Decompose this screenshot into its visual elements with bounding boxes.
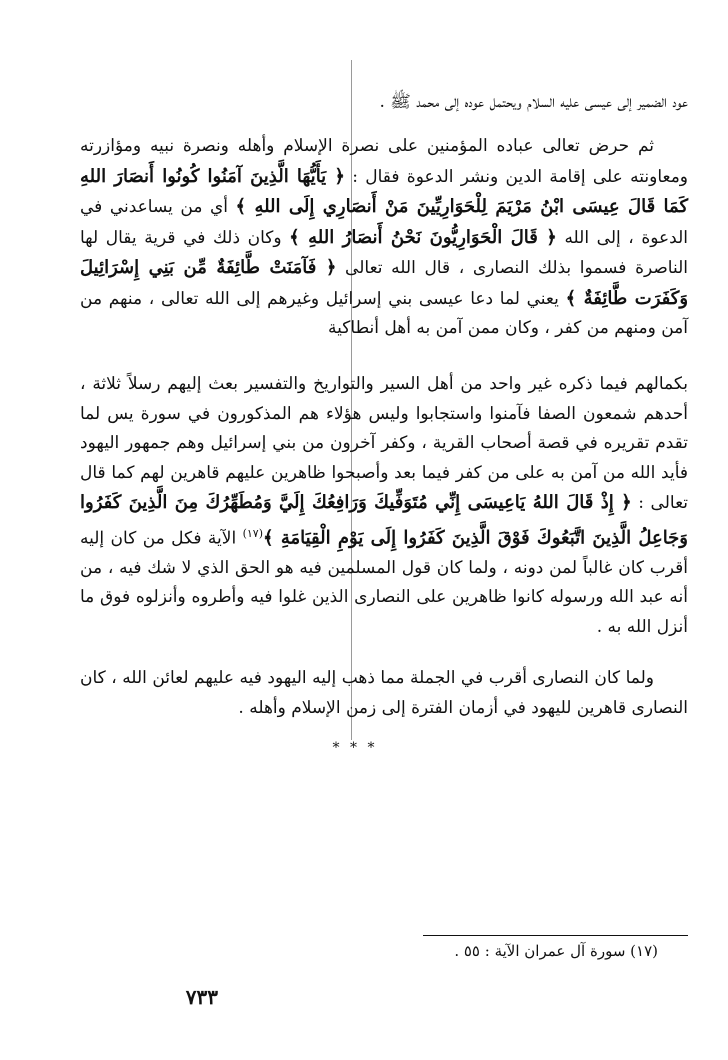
footnote-text: (١٧) سورة آل عمران الآية : ٥٥ . <box>454 942 658 960</box>
paragraph-3-part-b: الآية فكل من كان إليه أقرب كان غالباً لمن دونه ، ولما كان قول المسلمين فيه هو الحق الذي لا شك فيه ، من أنه عبد الله ورسوله كانوا ظاهرين على النصارى الذين غلوا فيه وأطروه وأنزلوه فوق ما أنزل الله به . <box>80 528 688 637</box>
quran-verse-3: ﴿ فَآمَنَتْ طَّائِفَةٌ مِّن بَنِي إِسْرَائِيلَ وَكَفَرَت طَّائِفَةٌ ﴾ <box>80 257 689 309</box>
paragraph-2-text <box>80 132 688 344</box>
paragraph-2-part-a: ثم حرض تعالى عباده المؤمنين على نصرة الإسلام وأهله ونصرة نبيه ومؤازرته ومعاونته على إقامة الدين ونشر الدعوة فقال : <box>80 136 689 187</box>
paragraph-2-part-b: أي من يساعدني في الدعوة ، إلى الله <box>80 197 689 248</box>
quran-verse-4: ﴿ إِذْ قَالَ اللهُ يَاعِيسَى إِنِّي مُتَوَفِّيكَ وَرَافِعُكَ إِلَيَّ وَمُطَهِّرُكَ مِنَ الَّذِينَ كَفَرُوا وَجَاعِلُ الَّذِينَ اتَّبَعُوكَ فَوْقَ الَّذِينَ كَفَرُوا إِلَى يَوْمِ الْقِيَامَةِ ﴾ <box>80 492 688 549</box>
paragraph-2 <box>80 132 688 344</box>
paragraph-3-part-a: بكمالهم فيما ذكره غير واحد من أهل السير والتواريخ والتفسير بعث إليهم رسلاً ثلاثة ، أحدهم شمعون الصفا فآمنوا واستجابوا وليس هؤلاء هم المذكورون في سورة يس لما تقدم تقريره في قصة أصحاب القرية ، وكفر آخرون من بني إسرائيل وهم جمهور اليهود فأيد الله من آمن به على من كفر فيما بعد وأصبحوا ظاهرين عليهم قاهرين لهم كما قال تعالى : <box>80 374 689 513</box>
paragraph-2-part-c: وكان ذلك في قرية يقال لها الناصرة فسموا بذلك النصارى ، قال الله تعالى <box>80 227 689 278</box>
footnote-marker: (١٧) <box>242 526 264 540</box>
footnote-divider <box>423 935 688 936</box>
section-separator: * * * <box>332 740 378 756</box>
paragraph-3-text <box>80 370 688 642</box>
paragraph-1 <box>80 88 688 118</box>
paragraph-4 <box>80 664 688 723</box>
paragraph-4-text: ولما كان النصارى أقرب في الجملة مما ذهب إليه اليهود فيه عليهم لعائن الله ، كان النصارى قاهرين لليهود في أزمان الفترة إلى زمن الإسلام وأهله . <box>80 668 688 718</box>
quran-verse-2: ﴿ قَالَ الْحَوَارِيُّونَ نَحْنُ أَنصَارُ اللهِ ﴾ <box>289 226 557 248</box>
page-number: ٧٣٣ <box>185 985 218 1009</box>
quran-verse-1: ﴿ يَأَيُّهَا الَّذِينَ آمَنُوا كُونُوا أَنصَارَ اللهِ كَمَا قَالَ عِيسَى ابْنُ مَرْيَمَ لِلْحَوَارِيِّينَ مَنْ أَنصَارِي إِلَى اللهِ ﴾ <box>80 165 689 217</box>
paragraph-1-text: عود الضمير إلى عيسى عليه السلام ويحتمل عوده إلى محمد ﷺ . <box>379 92 688 112</box>
paragraph-2-part-d: يعني لما دعا عيسى بني إسرائيل وغيرهم إلى الله تعالى ، منهم من آمن ومنهم من كفر ، وكان ممن آمن به أهل أنطاكية <box>80 288 688 338</box>
paragraph-3 <box>80 370 688 642</box>
